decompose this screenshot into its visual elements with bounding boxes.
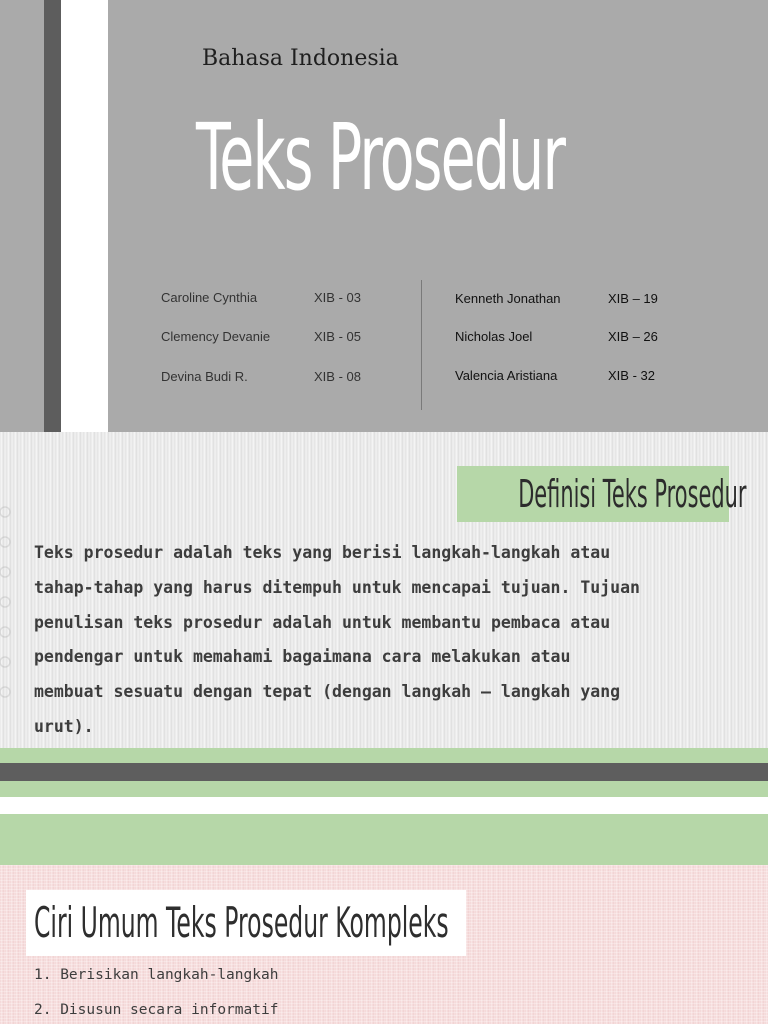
section-heading: Ciri Umum Teks Prosedur Kompleks	[34, 898, 449, 947]
member-class: XIB - 03	[314, 290, 361, 305]
list-item: 1. Berisikan langkah-langkah	[34, 967, 279, 983]
slide-title: Teks Prosedur	[196, 104, 565, 211]
member-divider	[421, 280, 422, 410]
member-class: XIB - 05	[314, 329, 361, 344]
dark-stripe	[0, 763, 768, 781]
member-name: Valencia Aristiana	[455, 368, 558, 383]
watermark-ornament	[0, 492, 12, 722]
white-stripe	[0, 797, 768, 814]
heading-box	[26, 890, 466, 956]
section-heading: Definisi Teks Prosedur	[518, 472, 747, 516]
text-line: Teks prosedur adalah teks yang berisi langkah-langkah atau	[34, 543, 611, 562]
decorative-white-bar	[61, 0, 108, 432]
text-line: penulisan teks prosedur adalah untuk membantu pembaca atau	[34, 612, 611, 632]
green-band	[0, 814, 768, 865]
text-line: membuat sesuatu dengan tepat (dengan langkah – langkah yang	[34, 682, 621, 702]
member-name: Nicholas Joel	[455, 329, 533, 344]
member-name: Devina Budi R.	[161, 369, 248, 384]
text-line: urut).	[34, 716, 94, 736]
subject-label: Bahasa Indonesia	[202, 46, 399, 71]
text-line: tahap-tahap yang harus ditempuh untuk mencapai tujuan. Tujuan	[34, 577, 640, 597]
member-class: XIB – 19	[608, 291, 658, 306]
green-stripe	[0, 748, 768, 763]
green-stripe	[0, 781, 768, 797]
member-class: XIB - 32	[608, 368, 655, 383]
title-slide	[0, 0, 768, 432]
member-class: XIB - 08	[314, 369, 361, 384]
member-name: Caroline Cynthia	[161, 290, 258, 305]
list-item: 2. Disusun secara informatif	[34, 1002, 279, 1018]
text-line: pendengar untuk memahami bagaimana cara melakukan atau	[34, 647, 571, 667]
member-name: Clemency Devanie	[161, 329, 271, 344]
decorative-dark-bar	[44, 0, 61, 432]
characteristics-slide	[0, 865, 768, 1024]
member-name: Kenneth Jonathan	[455, 291, 561, 306]
heading-highlight	[457, 466, 747, 522]
definition-slide	[0, 432, 768, 748]
member-class: XIB – 26	[608, 329, 658, 344]
definition-text	[34, 536, 754, 745]
